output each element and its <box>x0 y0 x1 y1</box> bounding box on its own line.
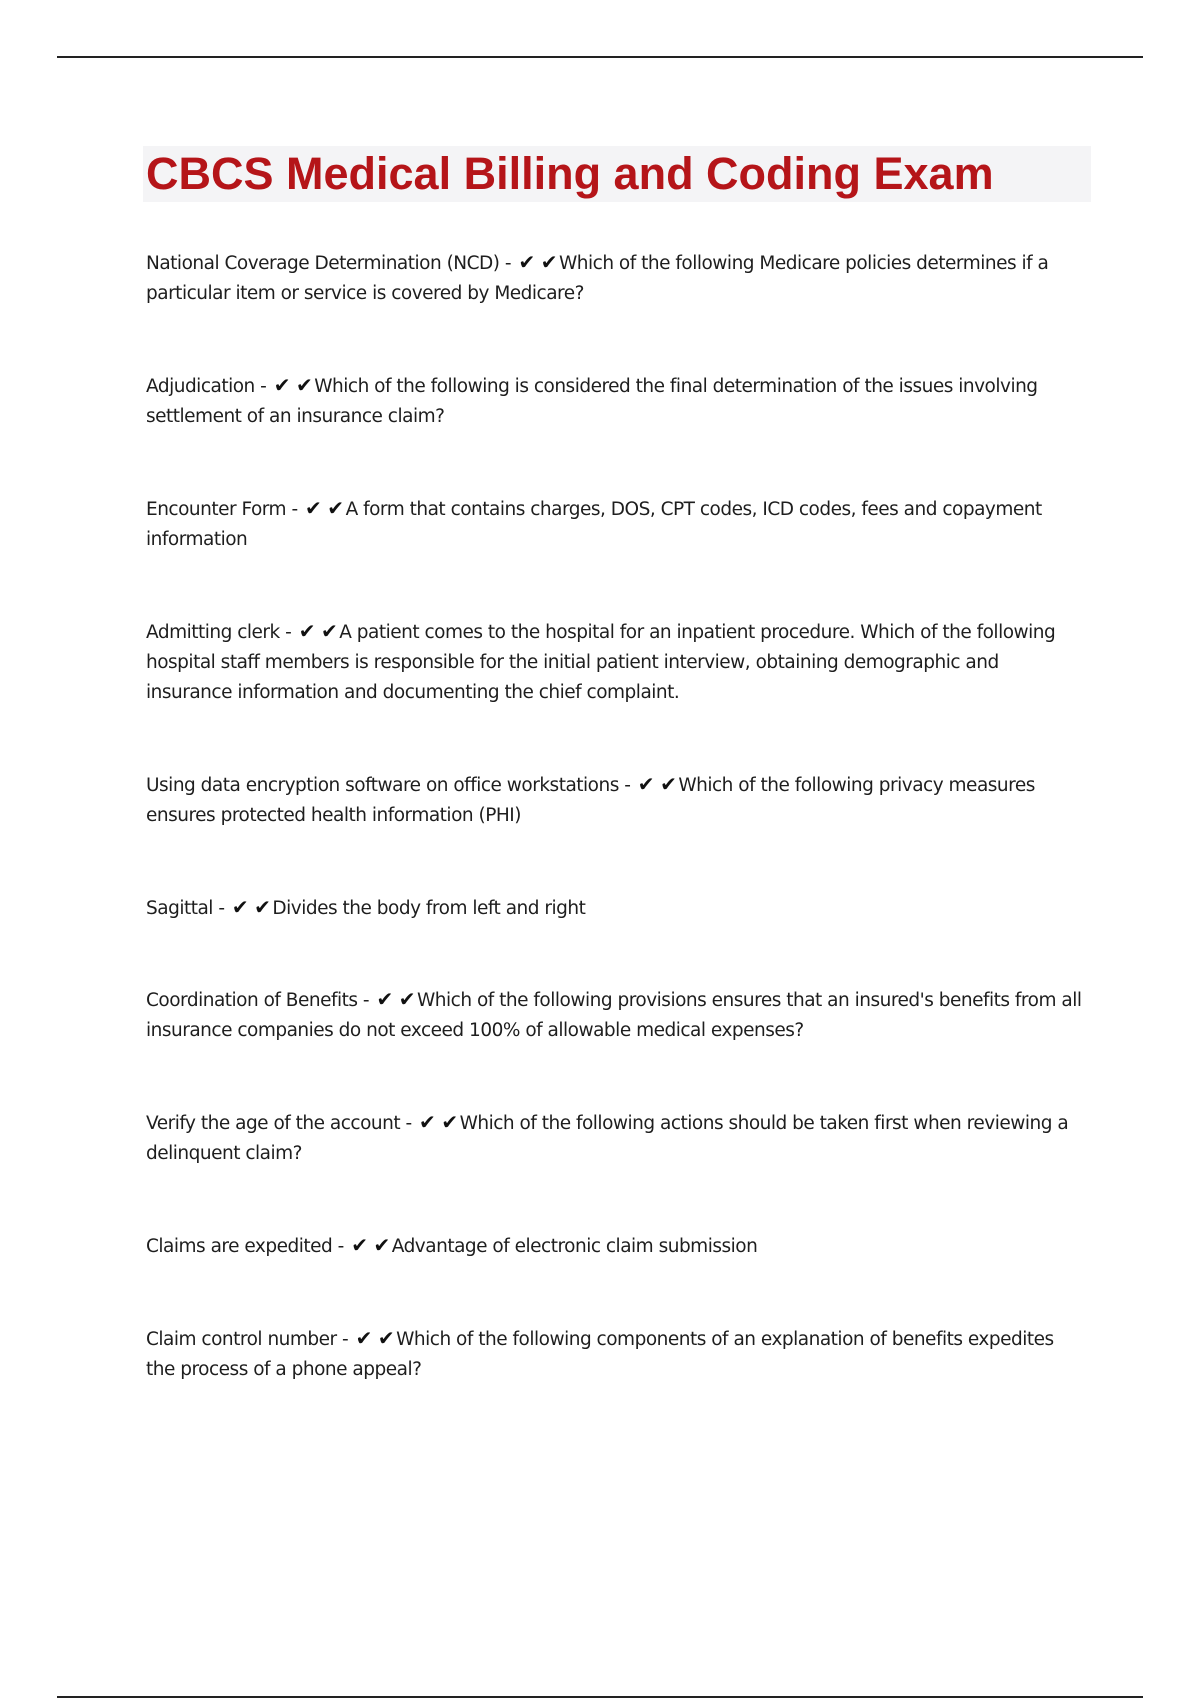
bottom-rule <box>57 1696 1143 1698</box>
check-icon: ✔ <box>419 1110 436 1134</box>
check-icon: ✔ <box>231 895 249 919</box>
top-rule <box>57 56 1143 58</box>
check-icon: ✔ <box>273 373 290 397</box>
qa-separator: - <box>336 1329 354 1350</box>
check-icon: ✔ <box>295 373 313 397</box>
qa-separator: - <box>499 253 517 274</box>
check-icon: ✔ <box>376 987 393 1011</box>
qa-term: Verify the age of the account <box>146 1113 401 1134</box>
qa-definition: Divides the body from left and right <box>272 898 586 919</box>
check-icon: ✔ <box>327 496 344 520</box>
qa-item <box>146 892 1086 924</box>
check-icon: ✔ <box>320 619 338 643</box>
qa-definition: Which of the following privacy measures ensures protected health information (PHI) <box>146 775 1035 826</box>
qa-separator: - <box>400 1113 418 1134</box>
page-title: CBCS Medical Billing and Coding Exam <box>146 148 994 199</box>
qa-item <box>146 769 1086 831</box>
qa-definition: Which of the following Medicare policies determines if a particular item or service is covered by Medicare? <box>146 253 1049 304</box>
check-icon: ✔ <box>518 250 535 274</box>
check-icon: ✔ <box>351 1233 368 1257</box>
check-icon: ✔ <box>660 772 677 796</box>
qa-term: Admitting clerk <box>146 622 280 643</box>
qa-definition: Which of the following actions should be taken first when reviewing a delinquent claim? <box>146 1113 1069 1164</box>
qa-item <box>146 984 1086 1046</box>
check-icon: ✔ <box>441 1110 458 1134</box>
qa-item <box>146 370 1086 432</box>
qa-term: Claim control number <box>146 1329 337 1350</box>
qa-term: National Coverage Determination (NCD) <box>146 253 500 274</box>
qa-separator: - <box>618 775 636 796</box>
qa-definition: A form that contains charges, DOS, CPT codes, ICD codes, fees and copayment information <box>146 499 1042 550</box>
qa-term: Adjudication <box>146 376 255 397</box>
check-icon: ✔ <box>298 619 315 643</box>
qa-separator: - <box>279 622 297 643</box>
qa-term: Encounter Form <box>146 499 287 520</box>
check-icon: ✔ <box>355 1326 372 1350</box>
qa-term: Using data encryption software on office workstations <box>146 775 619 796</box>
qa-definition: Which of the following components of an explanation of benefits expedites the process of a phone appeal? <box>146 1329 1054 1380</box>
qa-separator: - <box>212 898 230 919</box>
qa-item <box>146 1107 1086 1169</box>
check-icon: ✔ <box>377 1326 395 1350</box>
qa-item <box>146 616 1086 708</box>
check-icon: ✔ <box>398 987 416 1011</box>
qa-definition: Which of the following provisions ensures that an insured's benefits from all insurance companies do not exceed 100% of allowable medical expenses? <box>146 990 1082 1041</box>
qa-item <box>146 247 1086 309</box>
qa-term: Sagittal <box>146 898 213 919</box>
check-icon: ✔ <box>305 496 322 520</box>
qa-separator: - <box>332 1236 350 1257</box>
check-icon: ✔ <box>540 250 557 274</box>
check-icon: ✔ <box>637 772 655 796</box>
qa-separator: - <box>357 990 375 1011</box>
qa-item <box>146 493 1086 555</box>
qa-item <box>146 1230 1086 1262</box>
qa-definition: A patient comes to the hospital for an inpatient procedure. Which of the following hospital staff members is responsible for the initial patient interview, obtaining demographic and insurance information and documenting the chief complaint. <box>146 622 1056 703</box>
qa-term: Claims are expedited <box>146 1236 333 1257</box>
qa-term: Coordination of Benefits <box>146 990 358 1011</box>
qa-separator: - <box>286 499 304 520</box>
qa-definition: Which of the following is considered the final determination of the issues involving settlement of an insurance claim? <box>146 376 1038 427</box>
qa-definition: Advantage of electronic claim submission <box>391 1236 758 1257</box>
check-icon: ✔ <box>373 1233 390 1257</box>
qa-item <box>146 1323 1086 1385</box>
check-icon: ✔ <box>254 895 271 919</box>
qa-separator: - <box>254 376 272 397</box>
